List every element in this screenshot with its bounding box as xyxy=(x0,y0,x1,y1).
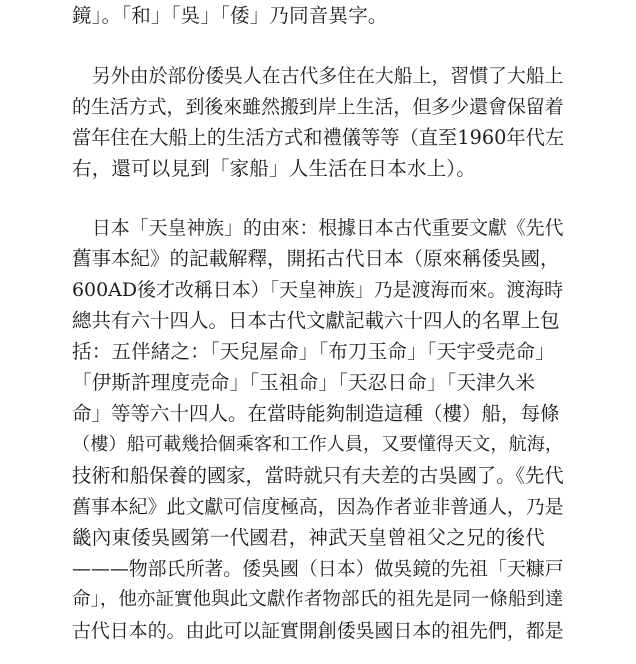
paragraph-3-line-7: 命」等等六十四人。在當時能夠制造這種（樓）船，每條 xyxy=(72,402,560,425)
paragraph-3-line-2: 舊事本紀》的記載解釋，開拓古代日本（原來稱倭吳國， xyxy=(72,247,560,270)
paragraph-3-line-8: （樓）船可載幾拾個乘客和工作人員，又要懂得天文，航海， xyxy=(72,434,564,455)
paragraph-3-line-4: 總共有六十四人。日本古代文獻記載六十四人的名單上包 xyxy=(72,309,560,332)
paragraph-3-line-6: 「伊斯許理度売命」「玉祖命」「天忍日命」「天津久米 xyxy=(72,371,536,394)
paragraph-3-line-12: ———物部氏所著。倭吳國（日本）做吳鏡的先祖「天糠戸 xyxy=(72,558,564,580)
paragraph-3-line-13: 命」，他亦証實他與此文獻作者物部氏的祖先是同一條船到達 xyxy=(72,589,564,610)
paragraph-3-line-11: 畿內東倭吳國第一代國君，神武天皇曾祖父之兄的後代 xyxy=(72,526,545,549)
paragraph-2-line-1: 另外由於部份倭吳人在古代多住在大船上，習慣了大船上 xyxy=(92,65,564,87)
paragraph-3-line-1: 日本「天皇神族」的由來：根據日本古代重要文獻《先代 xyxy=(92,217,564,239)
paragraph-3-line-5: 括：五伴緒之：「天兒屋命」「布刀玉命」「天宇受売命」 xyxy=(72,340,555,363)
paragraph-3-line-3: 600AD後才改稱日本）「天皇神族」乃是渡海而來。渡海時 xyxy=(72,279,564,301)
paragraph-3-line-14: 古代日本的。由此可以証實開創倭吳國日本的祖先們，都是 xyxy=(72,620,564,642)
paragraph-3-line-10: 舊事本紀》此文獻可信度極高，因為作者並非普通人，乃是 xyxy=(72,496,564,518)
paragraph-3-line-9: 技術和船保養的國家，當時就只有夫差的古吳國了。《先代 xyxy=(72,464,564,487)
paragraph-2-line-4: 右，還可以見到「家船」人生活在日本水上）。 xyxy=(72,157,476,180)
paragraph-1-line-1: 鏡」。「和」「吳」「倭」乃同音異字。 xyxy=(72,4,388,27)
paragraph-2-line-2: 的生活方式，到後來雖然搬到岸上生活，但多少還會保留着 xyxy=(72,96,564,118)
paragraph-2-line-3: 當年住在大船上的生活方式和禮儀等等（直至1960年代左 xyxy=(72,126,565,149)
